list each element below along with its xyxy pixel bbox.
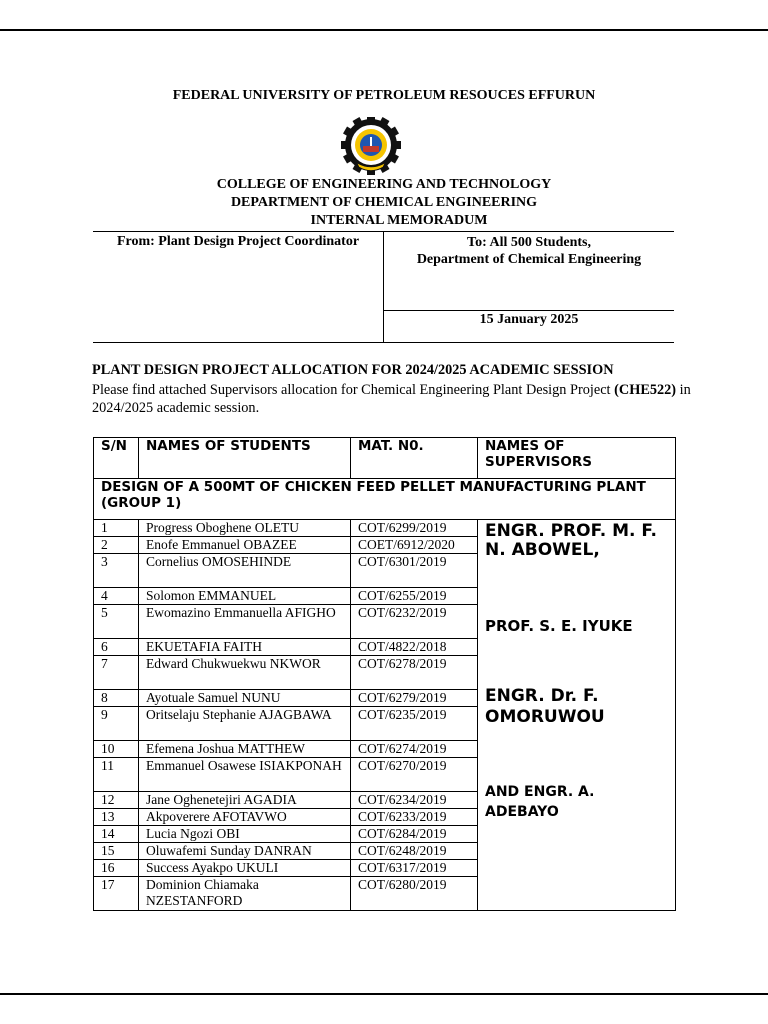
- cell-mat: COT/6279/2019: [351, 690, 478, 707]
- cell-sn: 8: [94, 690, 139, 707]
- cell-name: Oluwafemi Sunday DANRAN: [139, 843, 351, 860]
- cell-sn: 12: [94, 792, 139, 809]
- cell-sn: 10: [94, 741, 139, 758]
- course-code: (CHE522): [614, 382, 677, 398]
- memo-date-divider: [383, 310, 674, 311]
- cell-mat: COT/6278/2019: [351, 656, 478, 690]
- cell-mat: COT/6299/2019: [351, 520, 478, 537]
- cell-sn: 3: [94, 554, 139, 588]
- cell-mat: COT/6233/2019: [351, 809, 478, 826]
- cell-name: Success Ayakpo UKULI: [139, 860, 351, 877]
- cell-name: Ayotuale Samuel NUNU: [139, 690, 351, 707]
- header-names: NAMES OF STUDENTS: [139, 438, 351, 479]
- page-top-rule: [0, 29, 768, 31]
- group-row: [94, 479, 676, 520]
- cell-mat: COT/6270/2019: [351, 758, 478, 792]
- header-supervisors: NAMES OF SUPERVISORS: [478, 438, 676, 479]
- cell-sn: 4: [94, 588, 139, 605]
- cell-mat: COT/6301/2019: [351, 554, 478, 588]
- cell-name: Cornelius OMOSEHINDE: [139, 554, 351, 588]
- intro-paragraph: [92, 381, 692, 417]
- cell-name: Progress Oboghene OLETU: [139, 520, 351, 537]
- memo-header-box: [93, 231, 674, 342]
- supervisor-2: PROF. S. E. IYUKE: [485, 617, 633, 635]
- allocation-table: [93, 437, 676, 911]
- cell-sn: 2: [94, 537, 139, 554]
- cell-name: Edward Chukwuekwu NKWOR: [139, 656, 351, 690]
- cell-sn: 9: [94, 707, 139, 741]
- college-name: COLLEGE OF ENGINEERING AND TECHNOLOGY: [216, 177, 552, 192]
- supervisor-4: AND ENGR. A. ADEBAYO: [485, 784, 595, 820]
- cell-name: Enofe Emmanuel OBAZEE: [139, 537, 351, 554]
- cell-mat: COT/6280/2019: [351, 877, 478, 911]
- cell-name: Oritselaju Stephanie AJAGBAWA: [139, 707, 351, 741]
- page-bottom-rule: [0, 993, 768, 995]
- cell-sn: 15: [94, 843, 139, 860]
- group-title: DESIGN OF A 500MT OF CHICKEN FEED PELLET MANUFACTURING PLANT (GROUP 1): [94, 479, 676, 520]
- cell-mat: COT/6274/2019: [351, 741, 478, 758]
- cell-name: Emmanuel Osawese ISIAKPONAH: [139, 758, 351, 792]
- cell-name: Jane Oghenetejiri AGADIA: [139, 792, 351, 809]
- memo-title: INTERNAL MEMORADUM: [310, 213, 488, 228]
- header-mat: MAT. N0.: [351, 438, 478, 479]
- memo-from: From: Plant Design Project Coordinator: [116, 234, 360, 249]
- cell-mat: COT/6255/2019: [351, 588, 478, 605]
- cell-sn: 1: [94, 520, 139, 537]
- intro-text-1: Please find attached Supervisors allocation for Chemical Engineering Plant Design Project: [92, 382, 615, 398]
- logo-book: [363, 146, 379, 152]
- cell-mat: COT/6284/2019: [351, 826, 478, 843]
- cell-mat: COET/6912/2020: [351, 537, 478, 554]
- cell-sn: 16: [94, 860, 139, 877]
- department-name: DEPARTMENT OF CHEMICAL ENGINEERING: [230, 195, 538, 210]
- cell-name: EKUETAFIA FAITH: [139, 639, 351, 656]
- cell-mat: COT/6232/2019: [351, 605, 478, 639]
- supervisor-1: ENGR. PROF. M. F. N. ABOWEL,: [485, 521, 657, 560]
- memo-to-line2: Department of Chemical Engineering: [416, 252, 642, 267]
- cell-mat: COT/4822/2018: [351, 639, 478, 656]
- cell-name: Solomon EMMANUEL: [139, 588, 351, 605]
- cell-sn: 7: [94, 656, 139, 690]
- cell-sn: 14: [94, 826, 139, 843]
- memo-to: [384, 234, 674, 268]
- table-row: [94, 520, 676, 537]
- cell-sn: 13: [94, 809, 139, 826]
- university-name: FEDERAL UNIVERSITY OF PETROLEUM RESOUCES EFFURUN: [172, 88, 596, 103]
- cell-name: Efemena Joshua MATTHEW: [139, 741, 351, 758]
- supervisor-3: ENGR. Dr. F. OMORUWOU: [485, 686, 605, 727]
- table-header-row: [94, 438, 676, 479]
- cell-mat: COT/6234/2019: [351, 792, 478, 809]
- cell-name: Ewomazino Emmanuella AFIGHO: [139, 605, 351, 639]
- memo-bottom-border: [93, 342, 674, 343]
- university-logo: [338, 117, 404, 175]
- supervisors-cell: [478, 520, 676, 911]
- cell-name: Lucia Ngozi OBI: [139, 826, 351, 843]
- memo-date: 15 January 2025: [479, 312, 579, 327]
- cell-sn: 6: [94, 639, 139, 656]
- allocation-heading: PLANT DESIGN PROJECT ALLOCATION FOR 2024/2025 ACADEMIC SESSION: [92, 362, 614, 378]
- cell-mat: COT/6235/2019: [351, 707, 478, 741]
- cell-sn: 17: [94, 877, 139, 911]
- cell-name: Akpoverere AFOTAVWO: [139, 809, 351, 826]
- cell-sn: 5: [94, 605, 139, 639]
- cell-mat: COT/6317/2019: [351, 860, 478, 877]
- cell-mat: COT/6248/2019: [351, 843, 478, 860]
- cell-name: Dominion Chiamaka NZESTANFORD: [139, 877, 351, 911]
- memo-to-line1: To: All 500 Students,: [467, 235, 591, 250]
- intro-text-2: in 2024/2025 academic session.: [92, 382, 691, 416]
- header-sn: S/N: [94, 438, 139, 479]
- cell-sn: 11: [94, 758, 139, 792]
